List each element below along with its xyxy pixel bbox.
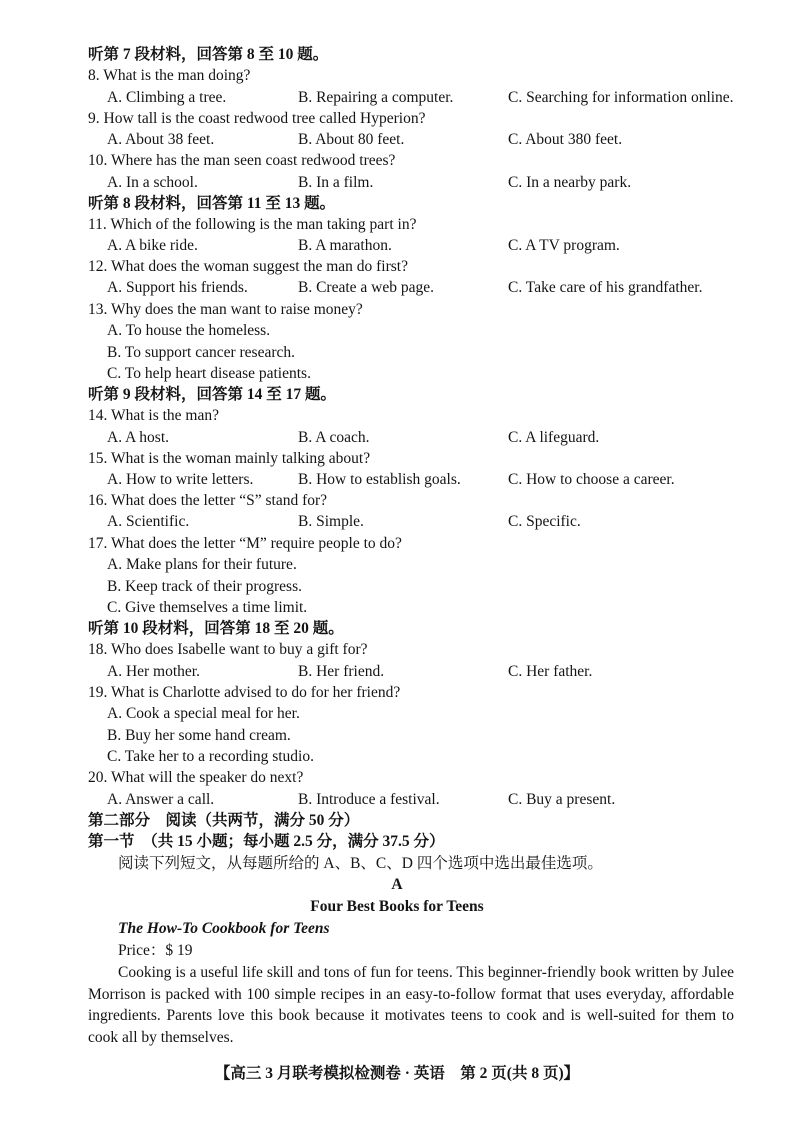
- q16-option-b[interactable]: B. Simple.: [298, 513, 364, 530]
- book-title: The How-To Cookbook for Teens: [118, 920, 330, 937]
- q18-option-a[interactable]: A. Her mother.: [107, 663, 200, 680]
- q8-option-b[interactable]: B. Repairing a computer.: [298, 89, 454, 106]
- q12-option-c[interactable]: C. Take care of his grandfather.: [508, 279, 703, 296]
- q19-option-c[interactable]: C. Take her to a recording studio.: [107, 748, 314, 765]
- reading-instruction: 阅读下列短文，从每题所给的 A、B、C、D 四个选项中选出最佳选项。: [118, 855, 603, 872]
- q20-option-a[interactable]: A. Answer a call.: [107, 791, 215, 808]
- book-price: Price：$ 19: [118, 942, 193, 959]
- part-2-title: 第二部分 阅读（共两节，满分 50 分）: [88, 812, 360, 829]
- q17-option-b[interactable]: B. Keep track of their progress.: [107, 578, 302, 595]
- question-19: 19. What is Charlotte advised to do for her friend?: [88, 684, 401, 701]
- q14-option-c[interactable]: C. A lifeguard.: [508, 429, 600, 446]
- question-12: 12. What does the woman suggest the man do first?: [88, 258, 408, 275]
- q19-option-a[interactable]: A. Cook a special meal for her.: [107, 705, 300, 722]
- q13-option-c[interactable]: C. To help heart disease patients.: [107, 365, 311, 382]
- q18-option-b[interactable]: B. Her friend.: [298, 663, 385, 680]
- q8-option-c[interactable]: C. Searching for information online.: [508, 89, 734, 106]
- question-13: 13. Why does the man want to raise money?: [88, 301, 363, 318]
- question-15: 15. What is the woman mainly talking about?: [88, 450, 371, 467]
- q15-option-c[interactable]: C. How to choose a career.: [508, 471, 675, 488]
- passage-letter: A: [391, 876, 403, 893]
- q10-option-a[interactable]: A. In a school.: [107, 174, 198, 191]
- q15-option-a[interactable]: A. How to write letters.: [107, 471, 254, 488]
- q10-option-b[interactable]: B. In a film.: [298, 174, 374, 191]
- section-10-header: 听第 10 段材料，回答第 18 至 20 题。: [88, 620, 344, 637]
- q11-option-b[interactable]: B. A marathon.: [298, 237, 392, 254]
- q14-option-b[interactable]: B. A coach.: [298, 429, 370, 446]
- q13-option-b[interactable]: B. To support cancer research.: [107, 344, 295, 361]
- question-14: 14. What is the man?: [88, 407, 220, 424]
- q8-option-a[interactable]: A. Climbing a tree.: [107, 89, 227, 106]
- section-7-header: 听第 7 段材料，回答第 8 至 10 题。: [88, 46, 329, 63]
- q11-option-c[interactable]: C. A TV program.: [508, 237, 620, 254]
- q18-option-c[interactable]: C. Her father.: [508, 663, 593, 680]
- q11-option-a[interactable]: A. A bike ride.: [107, 237, 198, 254]
- q10-option-c[interactable]: C. In a nearby park.: [508, 174, 632, 191]
- q16-option-c[interactable]: C. Specific.: [508, 513, 581, 530]
- section-8-header: 听第 8 段材料，回答第 11 至 13 题。: [88, 195, 336, 212]
- section-9-header: 听第 9 段材料，回答第 14 至 17 题。: [88, 386, 337, 403]
- q17-option-c[interactable]: C. Give themselves a time limit.: [107, 599, 308, 616]
- section-1-title: 第一节 （共 15 小题；每小题 2.5 分，满分 37.5 分）: [88, 833, 445, 850]
- book-description: Cooking is a useful life skill and tons of fun for teens. This beginner-friendly book written by Julee Morrison is packed with 100 simple recipes in an easy-to-follow format that uses everyday, affordable ingredients. Parents love this book because it motivates teens to cook and is well-suited for them to cook all by themselves.: [88, 964, 734, 1047]
- q9-option-a[interactable]: A. About 38 feet.: [107, 131, 215, 148]
- question-18: 18. Who does Isabelle want to buy a gift for?: [88, 641, 368, 658]
- q20-option-c[interactable]: C. Buy a present.: [508, 791, 616, 808]
- question-10: 10. Where has the man seen coast redwood trees?: [88, 152, 396, 169]
- q20-option-b[interactable]: B. Introduce a festival.: [298, 791, 440, 808]
- question-17: 17. What does the letter “M” require people to do?: [88, 535, 402, 552]
- q17-option-a[interactable]: A. Make plans for their future.: [107, 556, 297, 573]
- q9-option-c[interactable]: C. About 380 feet.: [508, 131, 623, 148]
- question-16: 16. What does the letter “S” stand for?: [88, 492, 328, 509]
- question-20: 20. What will the speaker do next?: [88, 769, 304, 786]
- q15-option-b[interactable]: B. How to establish goals.: [298, 471, 461, 488]
- q14-option-a[interactable]: A. A host.: [107, 429, 170, 446]
- q9-option-b[interactable]: B. About 80 feet.: [298, 131, 405, 148]
- question-8: 8. What is the man doing?: [88, 67, 251, 84]
- passage-title: Four Best Books for Teens: [310, 898, 484, 915]
- q12-option-a[interactable]: A. Support his friends.: [107, 279, 248, 296]
- q12-option-b[interactable]: B. Create a web page.: [298, 279, 434, 296]
- question-11: 11. Which of the following is the man taking part in?: [88, 216, 417, 233]
- q19-option-b[interactable]: B. Buy her some hand cream.: [107, 727, 291, 744]
- q13-option-a[interactable]: A. To house the homeless.: [107, 322, 271, 339]
- q16-option-a[interactable]: A. Scientific.: [107, 513, 190, 530]
- question-9: 9. How tall is the coast redwood tree called Hyperion?: [88, 110, 426, 127]
- page-footer: 【高三 3 月联考模拟检测卷 · 英语 第 2 页(共 8 页)】: [214, 1065, 580, 1082]
